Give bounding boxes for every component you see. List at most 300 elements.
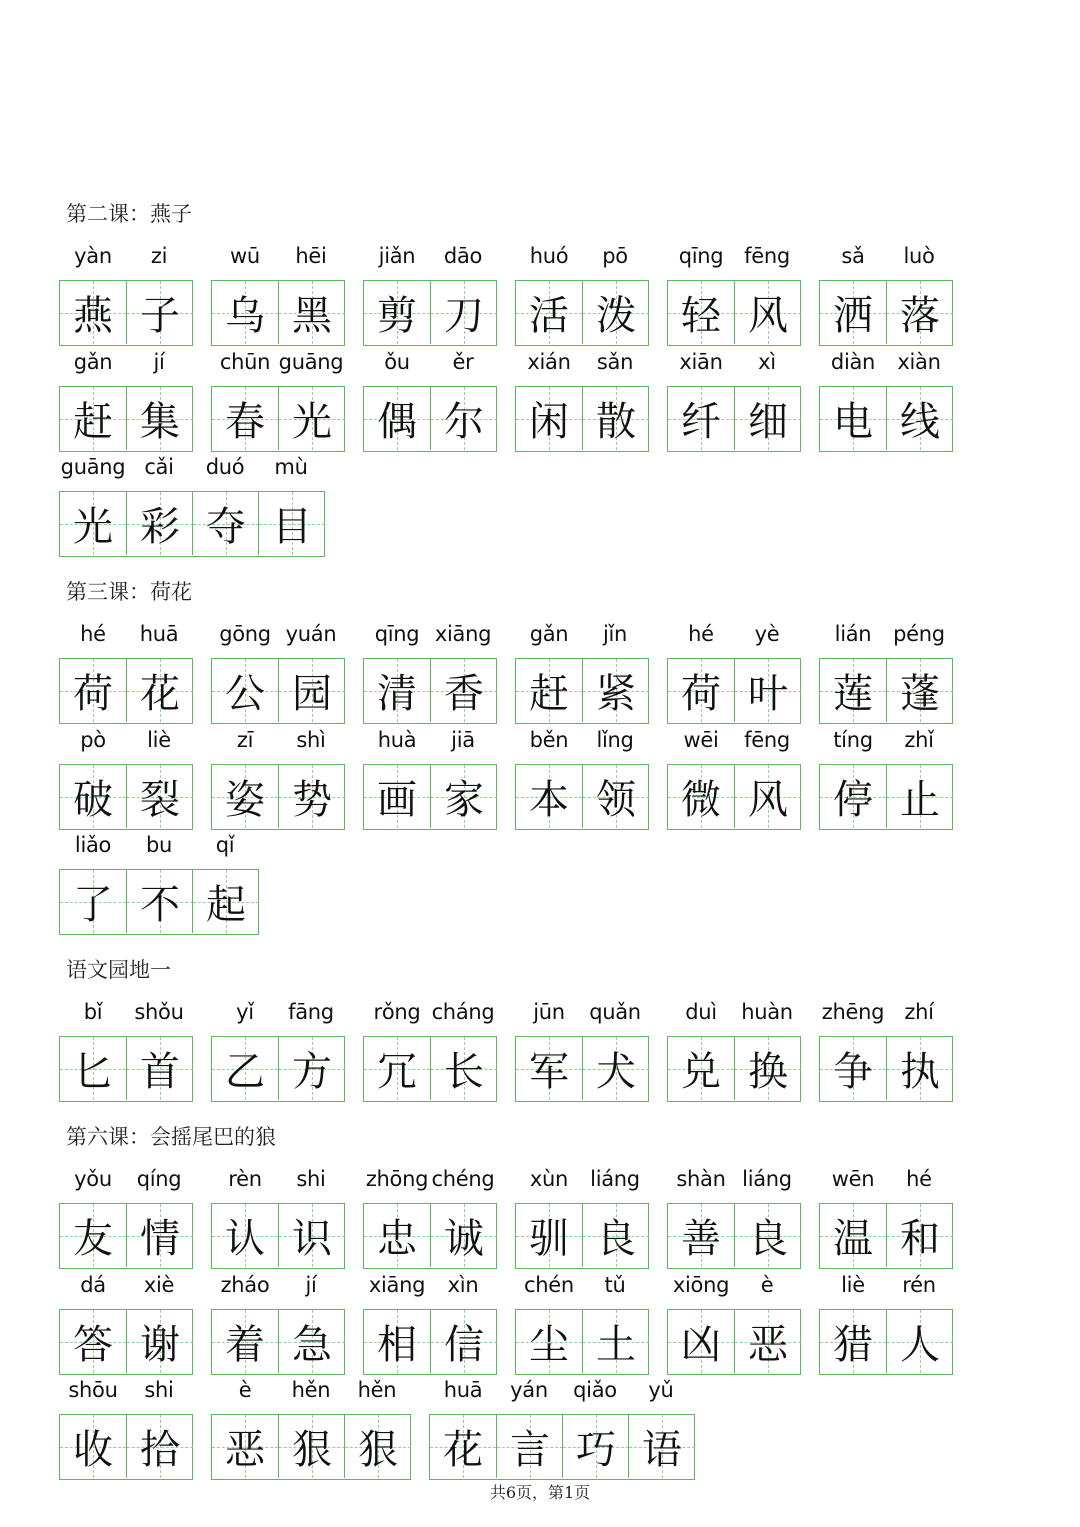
vocab-word [59,244,193,348]
tianzige-grid [363,1309,497,1375]
pinyin-label: jǐn [602,622,628,646]
grid-cell [516,387,582,450]
pinyin-label: wēn [831,1167,875,1191]
grid-cell [60,1204,126,1267]
pinyin-label: xiāng [434,622,492,646]
pinyin-label: diàn [830,350,876,374]
vocab-word [667,244,801,348]
grid-cell [60,765,126,828]
pinyin-label: jūn [533,1000,565,1024]
grid-cell [126,765,193,828]
grid-cell [668,1204,734,1267]
hanzi-character: 匕 [73,1049,113,1095]
tianzige-grid [59,386,193,452]
vocab-word [59,1167,193,1271]
vocab-word [515,350,649,454]
hanzi-character: 赶 [73,399,113,445]
grid-cell [516,765,582,828]
vocab-word [667,1167,801,1271]
grid-cell [582,765,649,828]
tianzige-grid [667,1203,801,1269]
vocab-word [819,1273,953,1377]
vocab-word [667,1000,801,1104]
hanzi-character: 友 [73,1216,113,1262]
grid-cell [364,387,430,450]
hanzi-character: 温 [833,1216,873,1262]
pinyin-label: xìn [447,1273,479,1297]
grid-cell [886,1204,953,1267]
grid-cell [212,281,278,344]
pinyin-label: yǒu [74,1167,112,1191]
pinyin-label: liǎo [74,833,112,857]
hanzi-character: 蓬 [900,671,940,717]
tianzige-grid [429,1414,695,1480]
grid-cell [126,281,193,344]
pinyin-label: è [238,1378,252,1402]
tianzige-grid [59,1203,193,1269]
pinyin-label: shi [144,1378,174,1402]
pinyin-label: jí [153,350,165,374]
grid-cell [126,387,193,450]
hanzi-character: 燕 [73,293,113,339]
vocab-word [59,1000,193,1104]
grid-cell [364,659,430,722]
vocab-word [667,728,801,832]
hanzi-character: 集 [140,399,180,445]
pinyin-label: xiè [143,1273,175,1297]
pinyin-label: jiā [451,728,475,752]
grid-cell [126,1310,193,1373]
grid-cell [60,870,126,933]
hanzi-character: 莲 [833,671,873,717]
pinyin-label: gǎn [529,622,569,646]
tianzige-grid [59,1036,193,1102]
vocab-word [59,350,193,454]
hanzi-character: 活 [529,293,569,339]
hanzi-character: 语 [642,1427,682,1473]
grid-cell [668,1310,734,1373]
tianzige-grid [59,491,325,557]
grid-cell [886,765,953,828]
grid-cell [60,281,126,344]
hanzi-character: 争 [833,1049,873,1095]
pinyin-label: xiàn [897,350,941,374]
grid-cell [516,281,582,344]
tianzige-grid [515,1036,649,1102]
grid-cell [126,659,193,722]
grid-cell [212,1310,278,1373]
pinyin-label: gōng [219,622,271,646]
tianzige-grid [819,280,953,346]
pinyin-label: huà [377,728,417,752]
hanzi-character: 裂 [140,777,180,823]
vocab-word [59,833,259,937]
grid-cell [516,1204,582,1267]
pinyin-label: fēng [744,244,790,268]
hanzi-character: 着 [225,1322,265,1368]
pinyin-label: sǎn [596,350,634,374]
grid-cell [430,765,497,828]
hanzi-character: 狠 [358,1427,398,1473]
pinyin-label: cháng [431,1000,495,1024]
pinyin-label: qīng [374,622,420,646]
pinyin-label: lián [834,622,872,646]
tianzige-grid [211,1036,345,1102]
grid-cell [212,659,278,722]
grid-cell [126,492,193,555]
vocab-word [363,1167,497,1271]
tianzige-grid [819,386,953,452]
pinyin-label: yuán [285,622,337,646]
vocab-word [515,1000,649,1104]
vocab-word [211,1000,345,1104]
tianzige-grid [667,764,801,830]
grid-cell [820,1310,886,1373]
hanzi-character: 巧 [576,1427,616,1473]
pinyin-label: quǎn [589,1000,641,1024]
hanzi-character: 香 [444,671,484,717]
vocab-word [211,1273,345,1377]
vocab-word [515,622,649,726]
hanzi-character: 赶 [529,671,569,717]
hanzi-character: 彩 [140,504,180,550]
pinyin-label: dāo [443,244,483,268]
hanzi-character: 换 [748,1049,788,1095]
vocab-word [515,1273,649,1377]
section-heading: 第三课：荷花 [66,580,192,604]
hanzi-character: 良 [596,1216,636,1262]
hanzi-character: 家 [444,777,484,823]
grid-cell [430,281,497,344]
hanzi-character: 谢 [140,1322,180,1368]
vocab-word [819,1000,953,1104]
grid-cell [886,659,953,722]
hanzi-character: 闲 [529,399,569,445]
hanzi-character: 相 [377,1322,417,1368]
grid-cell [734,1204,801,1267]
grid-cell [734,1310,801,1373]
vocab-word [211,728,345,832]
hanzi-character: 公 [225,671,265,717]
pinyin-label: shì [296,728,326,752]
pinyin-label: yè [754,622,780,646]
vocab-word [667,1273,801,1377]
pinyin-label: hé [688,622,714,646]
vocab-word [819,244,953,348]
pinyin-label: qīng [678,244,724,268]
pinyin-label: duì [685,1000,717,1024]
tianzige-grid [819,658,953,724]
pinyin-label: cǎi [144,455,174,479]
pinyin-label: péng [893,622,945,646]
pinyin-label: rèn [228,1167,262,1191]
grid-cell [562,1415,629,1478]
hanzi-character: 乙 [225,1049,265,1095]
vocab-word [819,728,953,832]
pinyin-label: shǒu [134,1000,184,1024]
pinyin-label: fāng [288,1000,334,1024]
pinyin-label: xiān [679,350,723,374]
pinyin-label: fēng [744,728,790,752]
vocab-word [363,350,497,454]
grid-cell [278,281,345,344]
hanzi-character: 尘 [529,1322,569,1368]
tianzige-grid [667,1309,801,1375]
pinyin-label: hěn [291,1378,331,1402]
hanzi-character: 荷 [681,671,721,717]
grid-cell [60,1037,126,1100]
hanzi-character: 园 [292,671,332,717]
grid-cell [212,1415,278,1478]
hanzi-character: 领 [596,777,636,823]
vocab-word [429,1378,695,1482]
tianzige-grid [515,1309,649,1375]
hanzi-character: 止 [900,777,940,823]
grid-cell [60,1415,126,1478]
pinyin-label: zī [236,728,254,752]
vocab-word [363,622,497,726]
grid-cell [496,1415,563,1478]
grid-cell [126,1204,193,1267]
hanzi-character: 善 [681,1216,721,1262]
hanzi-character: 恶 [748,1322,788,1368]
hanzi-character: 答 [73,1322,113,1368]
hanzi-character: 执 [900,1049,940,1095]
vocab-word [819,1167,953,1271]
pinyin-label: zhǐ [904,728,934,752]
hanzi-character: 花 [140,671,180,717]
grid-cell [430,1415,496,1478]
grid-cell [278,387,345,450]
grid-cell [668,659,734,722]
pinyin-label: qíng [136,1167,182,1191]
hanzi-character: 诚 [444,1216,484,1262]
tianzige-grid [667,280,801,346]
section-heading: 第六课：会摇尾巴的狼 [66,1125,276,1149]
pinyin-label: wēi [683,728,719,752]
grid-cell [668,765,734,828]
grid-cell [192,870,259,933]
tianzige-grid [59,658,193,724]
tianzige-grid [211,764,345,830]
hanzi-character: 了 [73,882,113,928]
hanzi-character: 黑 [292,293,332,339]
vocab-word [819,622,953,726]
hanzi-character: 尔 [444,399,484,445]
grid-cell [430,659,497,722]
grid-cell [734,1037,801,1100]
pinyin-label: wū [230,244,260,268]
tianzige-grid [211,1203,345,1269]
hanzi-character: 散 [596,399,636,445]
hanzi-character: 凶 [681,1322,721,1368]
vocab-word [59,455,325,559]
pinyin-label: zi [150,244,168,268]
grid-cell [734,659,801,722]
hanzi-character: 破 [73,777,113,823]
pinyin-label: huā [443,1378,483,1402]
pinyin-label: huó [529,244,569,268]
tianzige-grid [363,280,497,346]
hanzi-character: 停 [833,777,873,823]
hanzi-character: 驯 [529,1216,569,1262]
hanzi-character: 偶 [377,399,417,445]
page-footer: 共6页，第1页 [489,1483,591,1502]
hanzi-character: 紧 [596,671,636,717]
pinyin-label: pò [80,728,106,752]
tianzige-grid [515,658,649,724]
pinyin-label: liáng [590,1167,640,1191]
tianzige-grid [363,1203,497,1269]
grid-cell [364,1204,430,1267]
hanzi-character: 狠 [292,1427,332,1473]
vocab-word [363,728,497,832]
pinyin-label: hēi [295,244,327,268]
section-heading: 第二课：燕子 [66,202,192,226]
pinyin-label: chéng [431,1167,495,1191]
pinyin-label: qǐ [215,833,235,857]
pinyin-label: xiāng [368,1273,426,1297]
grid-cell [60,659,126,722]
hanzi-character: 军 [529,1049,569,1095]
hanzi-character: 情 [140,1216,180,1262]
grid-cell [886,387,953,450]
tianzige-grid [59,869,259,935]
hanzi-character: 荷 [73,671,113,717]
pinyin-label: è [760,1273,774,1297]
hanzi-character: 认 [225,1216,265,1262]
hanzi-character: 势 [292,777,332,823]
pinyin-label: zhōng [365,1167,429,1191]
grid-cell [820,1037,886,1100]
hanzi-character: 轻 [681,293,721,339]
grid-cell [364,765,430,828]
hanzi-character: 细 [748,399,788,445]
grid-cell [582,387,649,450]
grid-cell [820,659,886,722]
hanzi-character: 子 [140,293,180,339]
grid-cell [886,281,953,344]
hanzi-character: 收 [73,1427,113,1473]
vocab-word [363,1273,497,1377]
grid-cell [582,1204,649,1267]
grid-cell [278,659,345,722]
tianzige-grid [515,280,649,346]
vocab-word [515,1167,649,1271]
grid-cell [516,1310,582,1373]
grid-cell [278,1415,345,1478]
hanzi-character: 不 [140,882,180,928]
vocab-word [667,350,801,454]
hanzi-character: 冗 [377,1049,417,1095]
grid-cell [364,1310,430,1373]
hanzi-character: 洒 [833,293,873,339]
pinyin-label: yǐ [236,1000,254,1024]
hanzi-character: 叶 [748,671,788,717]
tianzige-grid [59,1414,193,1480]
vocab-word [363,244,497,348]
tianzige-grid [363,764,497,830]
tianzige-grid [211,1309,345,1375]
tianzige-grid [515,1203,649,1269]
pinyin-label: rǒng [373,1000,421,1024]
vocab-word [667,622,801,726]
pinyin-label: zhēng [821,1000,885,1024]
pinyin-label: gǎn [73,350,113,374]
hanzi-character: 急 [292,1322,332,1368]
vocab-word [515,728,649,832]
hanzi-character: 姿 [225,777,265,823]
hanzi-character: 泼 [596,293,636,339]
pinyin-label: huā [139,622,179,646]
grid-cell [126,870,193,933]
pinyin-label: mù [274,455,308,479]
vocab-word [59,622,193,726]
grid-cell [430,1310,497,1373]
grid-cell [278,1037,345,1100]
grid-cell [820,281,886,344]
pinyin-label: chūn [219,350,271,374]
grid-cell [582,1310,649,1373]
tianzige-grid [59,764,193,830]
grid-cell [628,1415,695,1478]
tianzige-grid [819,764,953,830]
tianzige-grid [363,1036,497,1102]
grid-cell [60,1310,126,1373]
hanzi-character: 良 [748,1216,788,1262]
pinyin-label: zháo [220,1273,270,1297]
pinyin-label: yán [510,1378,548,1402]
grid-cell [820,387,886,450]
pinyin-label: xùn [529,1167,569,1191]
vocab-word [211,1167,345,1271]
pinyin-label: pō [602,244,628,268]
pinyin-label: xián [527,350,571,374]
pinyin-label: liè [841,1273,865,1297]
vocab-word [515,244,649,348]
grid-cell [126,1037,193,1100]
vocab-word [211,622,345,726]
grid-cell [60,387,126,450]
hanzi-character: 恶 [225,1427,265,1473]
grid-cell [734,387,801,450]
hanzi-character: 光 [73,504,113,550]
pinyin-label: chén [524,1273,574,1297]
hanzi-character: 春 [225,399,265,445]
vocab-word [363,1000,497,1104]
hanzi-character: 猎 [833,1322,873,1368]
pinyin-label: tǔ [604,1273,626,1297]
hanzi-character: 起 [206,882,246,928]
tianzige-grid [211,280,345,346]
grid-cell [430,387,497,450]
tianzige-grid [667,1036,801,1102]
hanzi-character: 忠 [377,1216,417,1262]
hanzi-character: 本 [529,777,569,823]
pinyin-label: hé [906,1167,932,1191]
grid-cell [212,387,278,450]
pinyin-label: tíng [833,728,873,752]
grid-cell [668,1037,734,1100]
pinyin-label: jí [305,1273,317,1297]
grid-cell [582,1037,649,1100]
grid-cell [820,1204,886,1267]
vocab-word [59,728,193,832]
grid-cell [278,765,345,828]
pinyin-label: jiǎn [378,244,416,268]
vocab-word [211,1378,411,1482]
pinyin-label: duó [205,455,245,479]
